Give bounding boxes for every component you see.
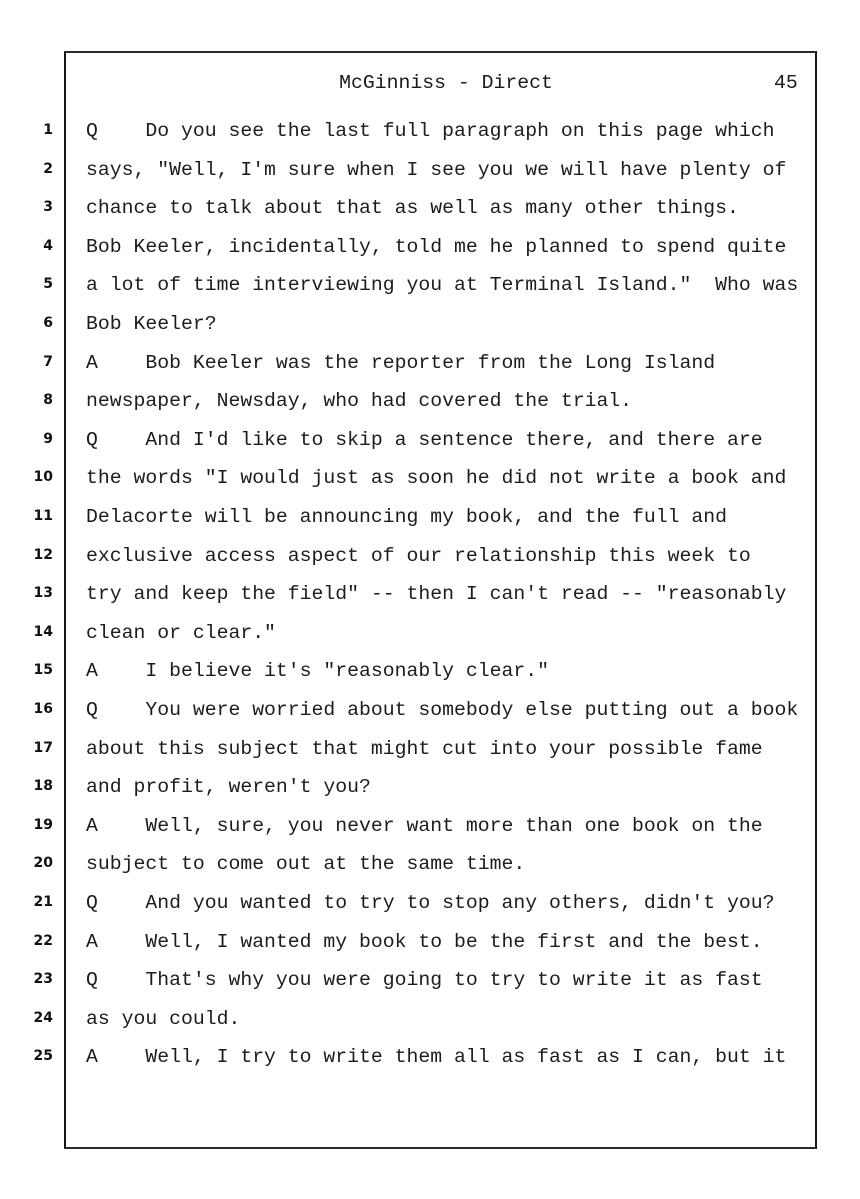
line-number: 11 xyxy=(33,508,53,524)
line-text: Bob Keeler? xyxy=(86,313,217,335)
line-number: 18 xyxy=(33,778,53,795)
line-text: A Bob Keeler was the reporter from the Long Island xyxy=(86,351,716,374)
line-number: 25 xyxy=(33,1048,53,1065)
line-text: Delacorte will be announcing my book, and the full and xyxy=(86,506,728,528)
line-text: the words "I would just as soon he did not write a book and xyxy=(86,467,787,490)
line-number: 7 xyxy=(43,353,53,370)
line-text: subject to come out at the same time. xyxy=(86,853,526,876)
line-number: 8 xyxy=(43,392,53,409)
line-text: Q Do you see the last full paragraph on this page which xyxy=(86,120,775,142)
line-text: A Well, sure, you never want more than one book on the xyxy=(86,814,763,837)
line-text: chance to talk about that as well as many other things. xyxy=(86,197,739,220)
line-text: try and keep the field" -- then I can't read -- "reasonably xyxy=(86,583,787,606)
line-number: 20 xyxy=(33,855,53,872)
line-number: 5 xyxy=(43,276,53,293)
line-text: Q And I'd like to skip a sentence there, and there are xyxy=(86,428,763,451)
line-number: 9 xyxy=(43,430,53,447)
line-text: Q And you wanted to try to stop any others, didn't you? xyxy=(86,892,775,914)
line-text: Q You were worried about somebody else putting out a book xyxy=(86,699,799,721)
line-number: 1 xyxy=(43,122,53,138)
page-number: 45 xyxy=(774,72,798,94)
line-text: and profit, weren't you? xyxy=(86,776,371,799)
line-number: 19 xyxy=(33,816,53,833)
line-text: about this subject that might cut into your possible fame xyxy=(86,737,763,760)
line-text: newspaper, Newsday, who had covered the trial. xyxy=(86,390,633,413)
line-text: a lot of time interviewing you at Terminal Island." Who was xyxy=(86,274,799,297)
line-text: Bob Keeler, incidentally, told me he planned to spend quite xyxy=(86,235,787,258)
line-text: A Well, I wanted my book to be the first and the best. xyxy=(86,930,763,953)
line-number: 12 xyxy=(33,546,53,563)
line-text: says, "Well, I'm sure when I see you we will have plenty of xyxy=(86,158,787,181)
line-number: 21 xyxy=(33,894,53,910)
line-number: 14 xyxy=(33,623,53,640)
line-number: 10 xyxy=(33,469,53,486)
page-header-title: McGinniss - Direct xyxy=(339,72,553,94)
line-number: 24 xyxy=(33,1009,53,1026)
line-number: 15 xyxy=(33,662,53,679)
line-number: 6 xyxy=(43,315,53,331)
line-text: clean or clear." xyxy=(86,621,276,644)
line-number: 17 xyxy=(33,739,53,756)
line-number: 4 xyxy=(43,237,53,254)
line-number: 2 xyxy=(43,160,53,177)
line-number: 13 xyxy=(33,585,53,602)
line-number: 16 xyxy=(33,701,53,717)
line-number: 3 xyxy=(43,199,53,216)
line-number: 23 xyxy=(33,971,53,988)
line-text: A Well, I try to write them all as fast as I can, but it xyxy=(86,1046,787,1069)
line-text: A I believe it's "reasonably clear." xyxy=(86,660,549,683)
line-number: 22 xyxy=(33,932,53,949)
line-text: exclusive access aspect of our relationship this week to xyxy=(86,544,751,567)
line-text: as you could. xyxy=(86,1007,241,1030)
line-text: Q That's why you were going to try to write it as fast xyxy=(86,969,763,992)
transcript-line xyxy=(0,1046,860,1096)
